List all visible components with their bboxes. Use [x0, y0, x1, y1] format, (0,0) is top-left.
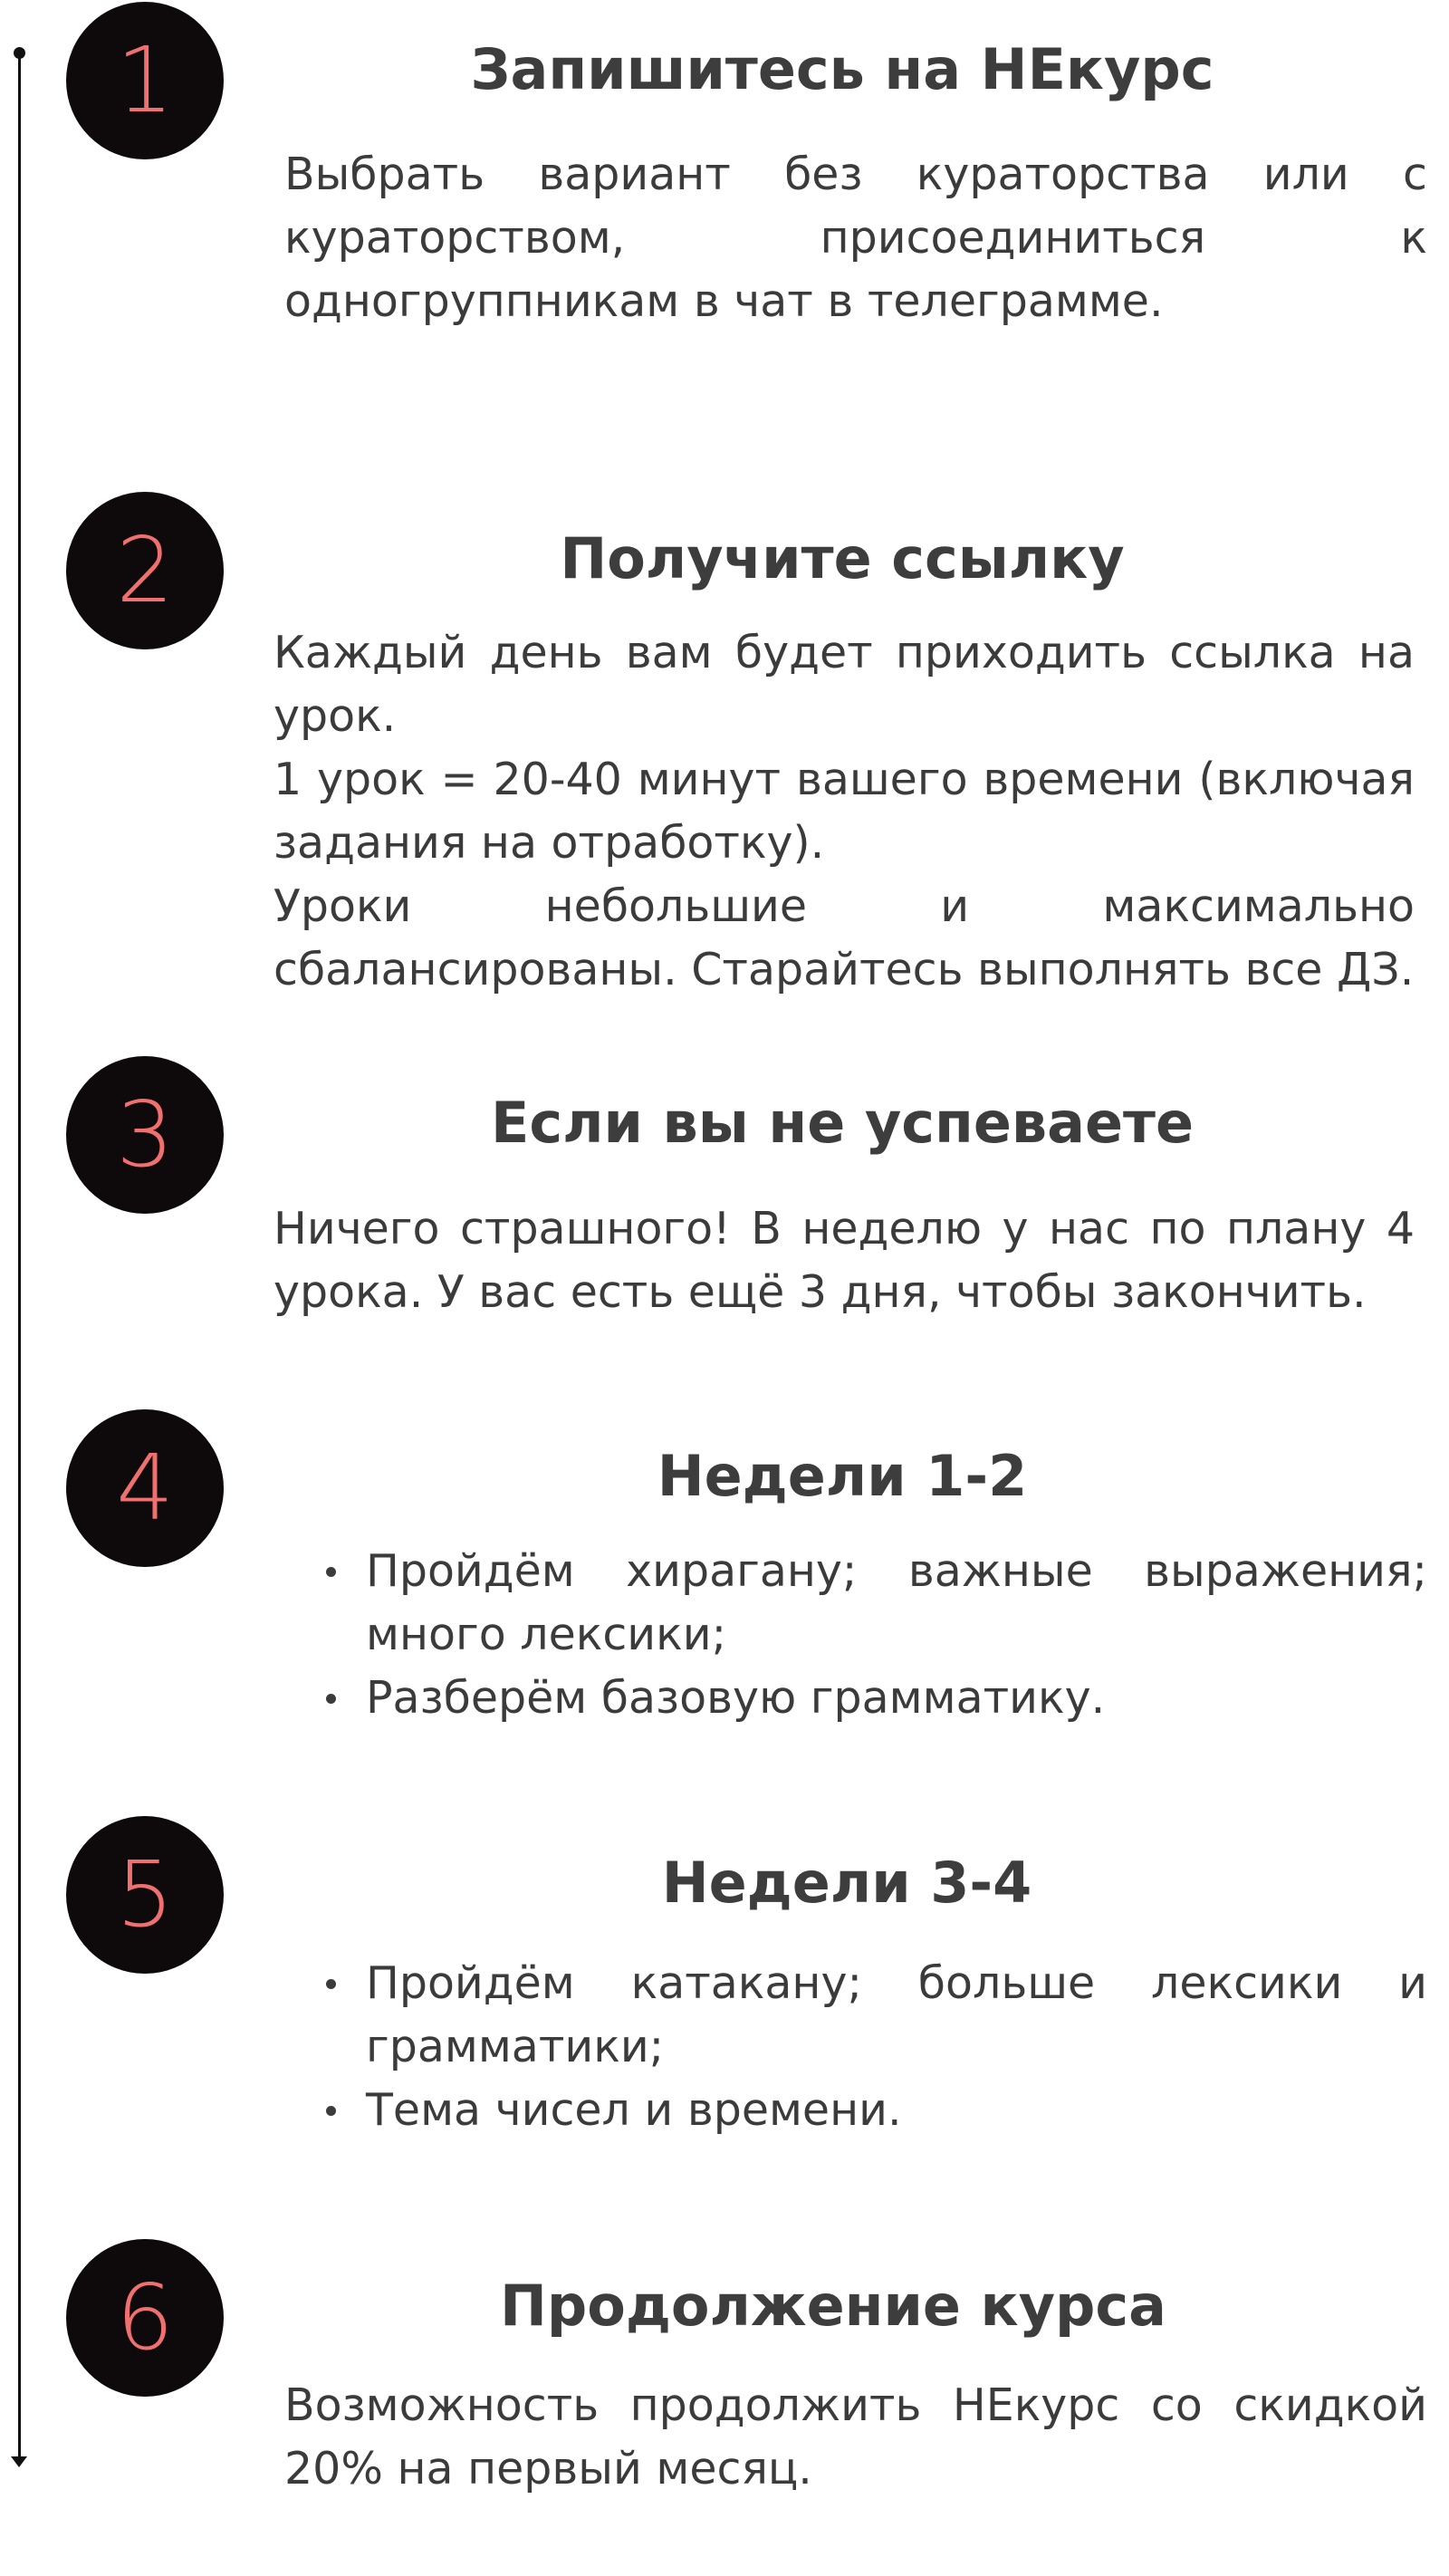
- timeline-arrow-icon: [11, 2456, 27, 2467]
- step-paragraph: Ничего страшного! В неделю у нас по плану 4 урока. У вас есть ещё 3 дня, чтобы закончить.: [273, 1203, 1415, 1318]
- list-item: [366, 2079, 1427, 2142]
- step-title: Продолжение курса: [499, 2273, 1167, 2339]
- step-number: 4: [116, 1435, 174, 1541]
- bullet-icon: [326, 1979, 336, 1989]
- timeline-start-dot: [14, 47, 25, 59]
- step-bullet-list: [366, 1952, 1427, 2142]
- step-number-badge: [66, 1056, 224, 1214]
- step-description: [273, 621, 1415, 1002]
- step-title: Недели 1-2: [657, 1443, 1028, 1509]
- list-item-text: Пройдём катакану; больше лексики и грамматики;: [366, 1957, 1427, 2072]
- step-number-badge: [66, 2, 224, 159]
- step-number: 6: [116, 2264, 174, 2370]
- step-number-badge: [66, 2239, 224, 2397]
- step-number-badge: [66, 1409, 224, 1567]
- step-description: [273, 1197, 1415, 1324]
- step-paragraph: Выбрать вариант без кураторства или с кураторством, присоединиться к одногруппникам в чат в телеграмме.: [284, 149, 1427, 327]
- list-item: [366, 1540, 1427, 1667]
- step-paragraph: 1 урок = 20-40 минут вашего времени (включая задания на отработку).: [273, 754, 1415, 869]
- list-item: [366, 1667, 1427, 1730]
- step-number-badge: [66, 1816, 224, 1974]
- step-description: [284, 143, 1427, 333]
- list-item-text: Тема чисел и времени.: [366, 2084, 902, 2136]
- step-paragraph: Возможность продолжить НЕкурс со скидкой 20% на первый месяц.: [284, 2379, 1427, 2494]
- step-number: 1: [116, 27, 174, 133]
- step-title: Недели 3-4: [661, 1850, 1032, 1916]
- step-number: 2: [116, 517, 174, 623]
- list-item-text: Пройдём хирагану; важные выражения; много лексики;: [366, 1545, 1427, 1660]
- list-item-text: Разберём базовую грамматику.: [366, 1672, 1106, 1724]
- step-description: [284, 2374, 1427, 2501]
- step-title: Если вы не успеваете: [490, 1090, 1195, 1156]
- step-number: 3: [116, 1081, 174, 1187]
- step-paragraph: Уроки небольшие и максимально сбалансированы. Старайтесь выполнять все ДЗ.: [273, 880, 1415, 995]
- bullet-icon: [326, 1567, 336, 1577]
- step-title: Получите ссылку: [560, 525, 1125, 591]
- list-item: [366, 1952, 1427, 2079]
- step-paragraph: Каждый день вам будет приходить ссылка на урок.: [273, 627, 1415, 742]
- timeline-line: [18, 53, 21, 2462]
- bullet-icon: [326, 2106, 336, 2116]
- step-number-badge: [66, 492, 224, 649]
- bullet-icon: [326, 1694, 336, 1704]
- step-number: 5: [116, 1841, 174, 1947]
- step-bullet-list: [366, 1540, 1427, 1730]
- step-title: Запишитесь на НЕкурс: [470, 36, 1214, 102]
